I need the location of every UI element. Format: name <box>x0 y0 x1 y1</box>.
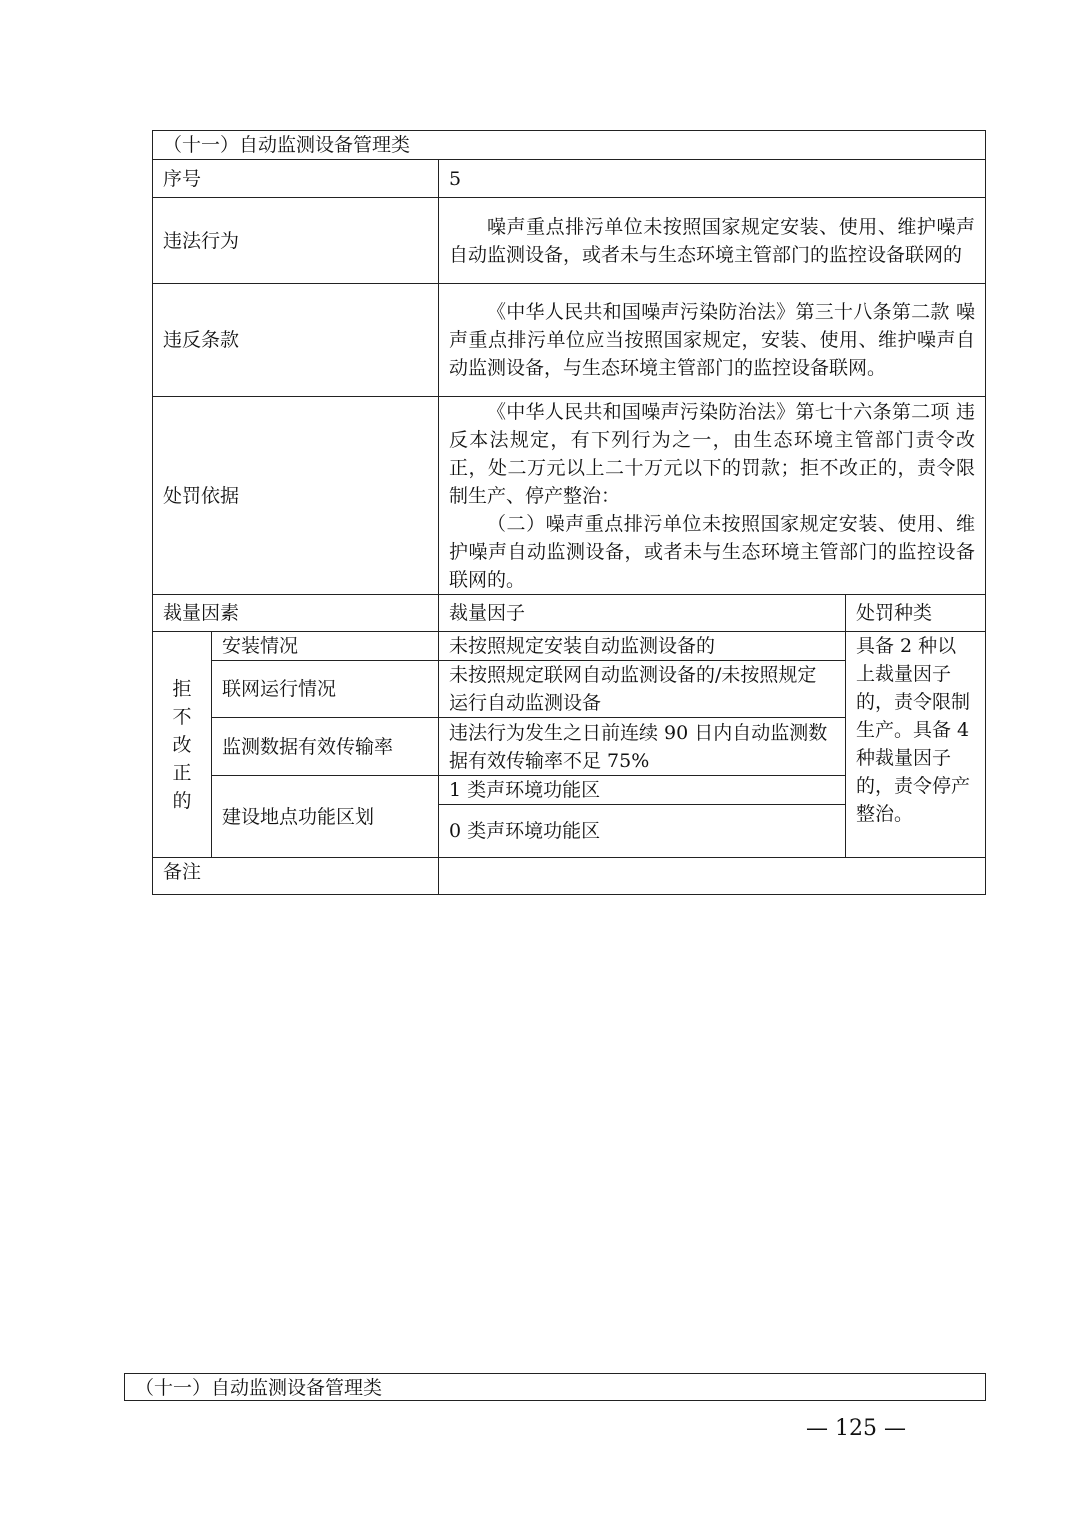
factor-detail: 未按照规定安装自动监测设备的 <box>439 632 846 661</box>
factor-group-header: 裁量因素 <box>153 595 439 632</box>
group-label-cell <box>153 632 212 858</box>
remark-value <box>439 858 986 895</box>
page-number: — 125 — <box>806 1416 906 1441</box>
factor-detail: 0 类声环境功能区 <box>439 805 846 858</box>
penalty-table <box>152 130 986 895</box>
penalty-basis-para2: （二）噪声重点排污单位未按照国家规定安装、使用、维护噪声自动监测设备，或者未与生态环境主管部门的监控设备联网的。 <box>449 512 976 591</box>
factor-header: 裁量因子 <box>439 595 846 632</box>
group-label: 拒不改正的 <box>172 677 192 812</box>
penalty-basis-value <box>439 397 986 595</box>
violation-value: 噪声重点排污单位未按照国家规定安装、使用、维护噪声自动监测设备，或者未与生态环境主管部门的监控设备联网的 <box>439 198 986 284</box>
penalty-basis-label: 处罚依据 <box>153 397 439 595</box>
violation-label: 违法行为 <box>153 198 439 284</box>
factor-detail: 未按照规定联网自动监测设备的/未按照规定运行自动监测设备 <box>439 661 846 718</box>
penalty-type-value: 具备 2 种以上裁量因子的，责令限制生产。具备 4 种裁量因子的，责令停产整治。 <box>846 632 986 858</box>
violated-clause-value: 《中华人民共和国噪声污染防治法》第三十八条第二款 噪声重点排污单位应当按照国家规定，安装、使用、维护噪声自动监测设备，与生态环境主管部门的监控设备联网。 <box>439 284 986 397</box>
penalty-basis-para1: 《中华人民共和国噪声污染防治法》第七十六条第二项 违反本法规定，有下列行为之一，由生态环境主管部门责令改正，处二万元以上二十万元以下的罚款；拒不改正的，责令限制生产、停产整治： <box>449 400 976 507</box>
section-title: （十一）自动监测设备管理类 <box>153 131 986 160</box>
footer-section-title: （十一）自动监测设备管理类 <box>124 1373 986 1401</box>
factor-name: 建设地点功能区划 <box>212 776 439 858</box>
factor-name: 监测数据有效传输率 <box>212 718 439 776</box>
factor-name: 安装情况 <box>212 632 439 661</box>
factor-name: 联网运行情况 <box>212 661 439 718</box>
serial-label: 序号 <box>153 160 439 198</box>
penalty-type-header: 处罚种类 <box>846 595 986 632</box>
violated-clause-label: 违反条款 <box>153 284 439 397</box>
factor-detail: 违法行为发生之日前连续 90 日内自动监测数据有效传输率不足 75% <box>439 718 846 776</box>
remark-label: 备注 <box>153 858 439 895</box>
factor-detail: 1 类声环境功能区 <box>439 776 846 805</box>
serial-value: 5 <box>439 160 986 198</box>
